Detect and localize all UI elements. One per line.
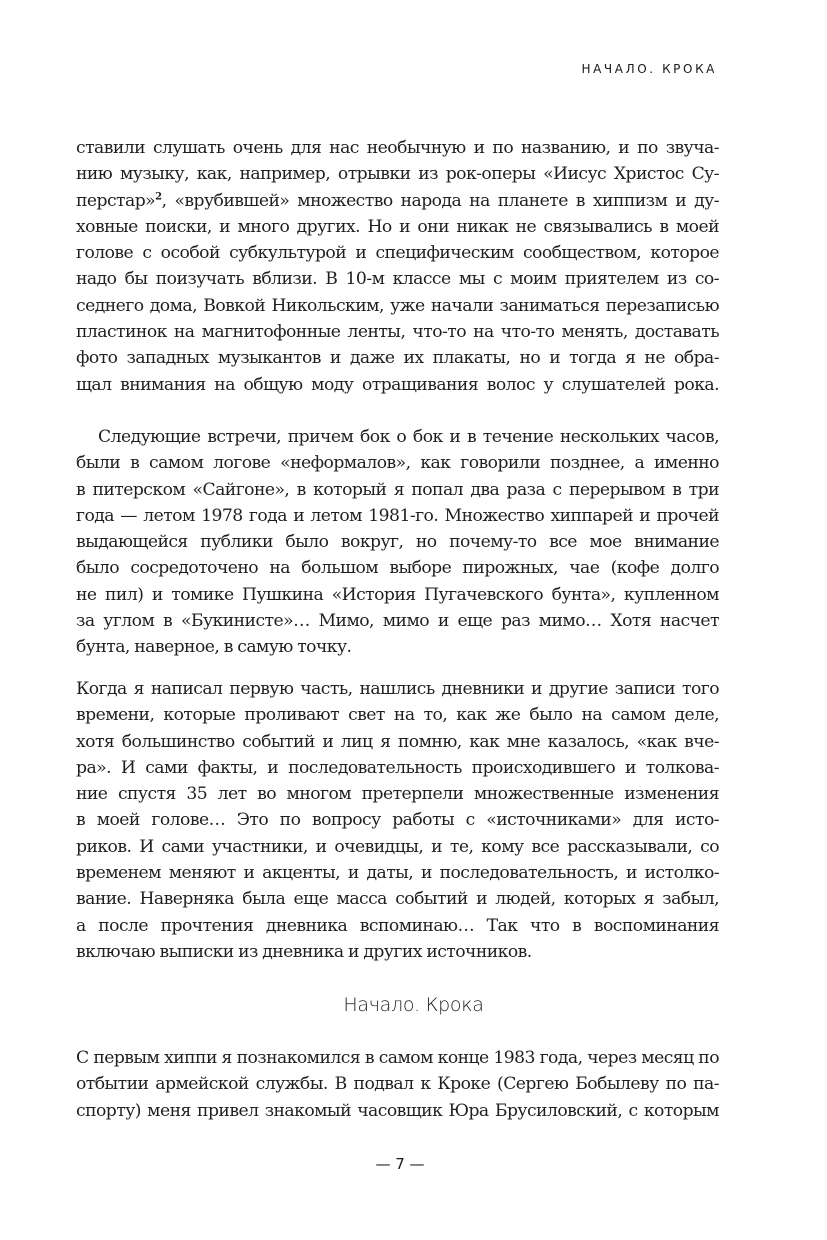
text-line: временем меняют и акценты, и даты, и последовательность, и истолко- — [76, 863, 719, 884]
text-line: пластинок на магнитофонные ленты, что-то на что-то менять, доставать — [76, 322, 719, 343]
paragraph-3 — [76, 676, 719, 965]
text-fragment: перстар» — [76, 190, 156, 211]
text-line: было сосредоточено на большом выборе пирожных, чае (кофе долго — [76, 558, 719, 579]
text-line: включаю выписки из дневника и других источников. — [76, 941, 532, 962]
paragraph-1 — [76, 135, 719, 398]
text-line-with-footnote: перстар»$^2$, «врубившей» множество народа на планете в хиппизм и ду- — [76, 190, 719, 211]
text-line: а после прочтения дневника вспоминаю… Так что в воспоминания — [76, 915, 719, 936]
text-line: были в самом логове «неформалов», как говорили позднее, а именно — [76, 453, 719, 474]
text-line: в моей голове… Это по вопросу работы с «источниками» для исто- — [76, 810, 719, 831]
text-line: надо бы поизучать вблизи. В 10-м классе мы с моим приятелем из со- — [76, 269, 719, 290]
text-fragment: «врубившей» множество народа на планете в хиппизм и ду- — [174, 190, 719, 211]
text-line: ховные поиски, и много других. Но и они никак не связывались в моей — [76, 216, 719, 237]
text-line: седнего дома, Вовкой Никольским, уже начали заниматься перезаписью — [76, 295, 719, 316]
text-line: спорту) меня привел знакомый часовщик Юра Брусиловский, с которым — [76, 1100, 719, 1121]
text-line: хотя большинство событий и лиц я помню, как мне казалось, «как вче- — [76, 731, 719, 752]
text-line: выдающейся публики было вокруг, но почему-то все мое внимание — [76, 532, 719, 553]
text-line: голове с особой субкультурой и специфическим сообществом, которое — [76, 243, 719, 264]
text-line: ра». И сами факты, и последовательность происходившего и толкова- — [76, 757, 719, 778]
text-line: нию музыку, как, например, отрывки из рок-оперы «Иисус Христос Су- — [76, 164, 719, 185]
text-line: риков. И сами участники, и очевидцы, и те, кому все рассказывали, со — [76, 836, 719, 857]
text-line: ставили слушать очень для нас необычную и по названию, и по звуча- — [76, 138, 719, 158]
text-line: ние спустя 35 лет во многом претерпели множественные изменения — [76, 784, 719, 805]
text-line: за углом в «Букинисте»… Мимо, мимо и еще раз мимо… Хотя насчет — [76, 611, 719, 632]
text-line: Следующие встречи, причем бок о бок и в течение нескольких часов, — [98, 427, 719, 447]
text-line: года — летом 1978 года и летом 1981-го. Множество хиппарей и прочей — [76, 505, 719, 526]
section-title: Начало. Крока — [343, 994, 484, 1016]
paragraph-4 — [76, 1045, 719, 1124]
text-line: С первым хиппи я познакомился в самом конце 1983 года, через месяц по — [76, 1048, 719, 1068]
text-line: времени, которые проливают свет на то, как же было на самом деле, — [76, 705, 719, 726]
footnote-ref[interactable]: 2 — [155, 190, 162, 202]
running-head: НАЧАЛО. КРОКА — [581, 62, 717, 76]
text-line: в питерском «Сайгоне», в который я попал два раза с перерывом в три — [76, 479, 719, 500]
text-line: фото западных музыкантов и даже их плакаты, но и тогда я не обра- — [76, 348, 719, 369]
text-line: Когда я написал первую часть, нашлись дневники и другие записи того — [76, 679, 719, 699]
text-line: не пил) и томике Пушкина «История Пугачевского бунта», купленном — [76, 584, 719, 605]
text-line: бунта, наверное, в самую точку. — [76, 637, 352, 658]
text-line: вание. Наверняка была еще масса событий и людей, которых я забыл, — [76, 889, 719, 910]
text-line: отбытии армейской службы. В подвал к Кроке (Сергею Бобылеву по па- — [76, 1074, 719, 1095]
text-line: щал внимания на общую моду отращивания волос у слушателей рока. — [76, 374, 719, 395]
page-number: — 7 — — [375, 1155, 425, 1173]
paragraph-2 — [76, 424, 719, 661]
